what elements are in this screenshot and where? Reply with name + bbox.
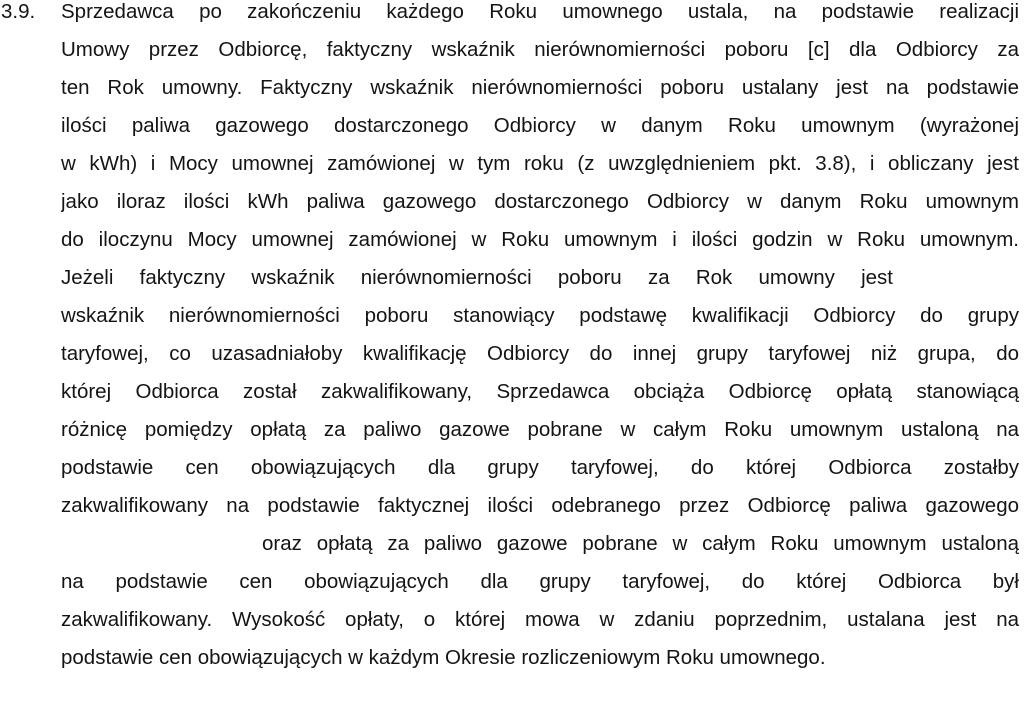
paragraph-line-5: w kWh) i Mocy umownej zamówionej w tym roku (z uwzględnieniem pkt. 3.8), i obliczany jest — [61, 154, 1019, 174]
paragraph-line-16: na podstawie cen obowiązujących dla grupy taryfowej, do której Odbiorca był — [61, 572, 1019, 592]
paragraph-line-15: oraz opłatą za paliwo gazowe pobrane w całym Roku umownym ustaloną — [262, 534, 1019, 554]
paragraph-line-12: różnicę pomiędzy opłatą za paliwo gazowe pobrane w całym Roku umownym ustaloną na — [61, 420, 1019, 440]
paragraph-line-13: podstawie cen obowiązujących dla grupy taryfowej, do której Odbiorca zostałby — [61, 458, 1019, 478]
paragraph-line-8: Jeżeli faktyczny wskaźnik nierównomierności poboru za Rok umowny jest — [61, 268, 893, 288]
paragraph-line-14: zakwalifikowany na podstawie faktycznej ilości odebranego przez Odbiorcę paliwa gazowego — [61, 496, 1019, 516]
section-number: 3.9. — [1, 0, 36, 23]
paragraph-line-11: której Odbiorca został zakwalifikowany, Sprzedawca obciąża Odbiorcę opłatą stanowiącą — [61, 382, 1019, 402]
paragraph-line-10: taryfowej, co uzasadniałoby kwalifikację Odbiorcy do innej grupy taryfowej niż grupa, do — [61, 344, 1019, 364]
paragraph-line-18: podstawie cen obowiązujących w każdym Okresie rozliczeniowym Roku umownego. — [61, 648, 826, 668]
paragraph-line-9: wskaźnik nierównomierności poboru stanowiący podstawę kwalifikacji Odbiorcy do grupy — [61, 306, 1019, 326]
paragraph-line-6: jako iloraz ilości kWh paliwa gazowego dostarczonego Odbiorcy w danym Roku umownym — [61, 192, 1019, 212]
paragraph-line-17: zakwalifikowany. Wysokość opłaty, o której mowa w zdaniu poprzednim, ustalana jest na — [61, 610, 1019, 630]
paragraph-line-3: ten Rok umowny. Faktyczny wskaźnik nierównomierności poboru ustalany jest na podstawie — [61, 78, 1019, 98]
paragraph-line-1: Sprzedawca po zakończeniu każdego Roku umownego ustala, na podstawie realizacji — [61, 2, 1019, 22]
paragraph-line-7: do iloczynu Mocy umownej zamówionej w Roku umownym i ilości godzin w Roku umownym. — [61, 230, 1019, 250]
paragraph-line-2: Umowy przez Odbiorcę, faktyczny wskaźnik nierównomierności poboru [c] dla Odbiorcy za — [61, 40, 1019, 60]
paragraph-line-4: ilości paliwa gazowego dostarczonego Odbiorcy w danym Roku umownym (wyrażonej — [61, 116, 1019, 136]
